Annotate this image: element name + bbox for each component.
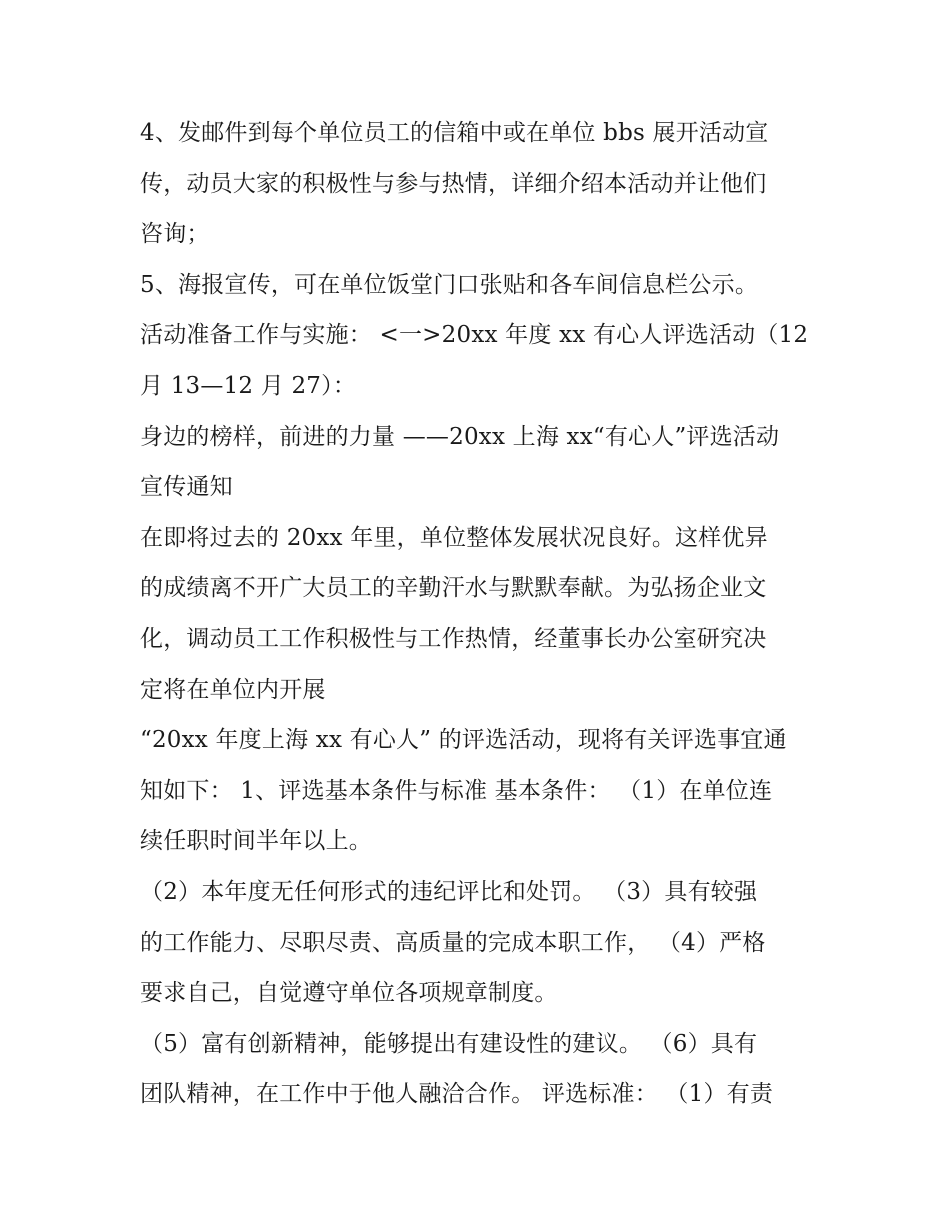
text-line: 4、发邮件到每个单位员工的信箱中或在单位 bbs 展开活动宣 <box>140 120 769 146</box>
text-line: 要求自己，自觉遵守单位各项规章制度。 <box>140 980 558 1007</box>
text-line: 续任职时间半年以上。 <box>140 828 372 855</box>
text-line: 化，调动员工工作积极性与工作热情，经董事长办公室研究决 <box>140 625 767 652</box>
text-line: 知如下： 1、评选基本条件与标准 基本条件： （1）在单位连 <box>140 777 773 804</box>
text-line: （5）富有创新精神，能够提出有建设性的建议。 （6）具有 <box>140 1030 758 1057</box>
text-line: 的成绩离不开广大员工的辛勤汗水与默默奉献。为弘扬企业文 <box>140 575 767 602</box>
text-line: 传，动员大家的积极性与参与热情，详细介绍本活动并让他们 <box>140 170 767 197</box>
text-line: 在即将过去的 20xx 年里，单位整体发展状况良好。这样优异 <box>140 524 768 551</box>
text-line: 月 13—12 月 27）： <box>140 372 357 399</box>
text-line: 定将在单位内开展 <box>140 676 326 703</box>
text-line: 活动准备工作与实施： <一>20xx 年度 xx 有心人评选活动（12 <box>140 322 809 349</box>
text-line: （2）本年度无任何形式的违纪评比和处罚。 （3）具有较强 <box>140 878 758 905</box>
text-line: 5、海报宣传，可在单位饭堂门口张贴和各车间信息栏公示。 <box>140 271 759 298</box>
text-line: 咨询； <box>140 221 210 248</box>
text-line: 的工作能力、尽职尽责、高质量的完成本职工作， （4）严格 <box>140 929 766 956</box>
text-line: “20xx 年度上海 xx 有心人” 的评选活动，现将有关评选事宜通 <box>140 727 787 754</box>
text-line: 团队精神，在工作中于他人融洽合作。 评选标准： （1）有责 <box>140 1081 774 1108</box>
text-line: 身边的榜样，前进的力量 ——20xx 上海 xx“有心人”评选活动 <box>140 423 780 450</box>
text-line: 宣传通知 <box>140 474 233 501</box>
document-body <box>140 108 820 1120</box>
